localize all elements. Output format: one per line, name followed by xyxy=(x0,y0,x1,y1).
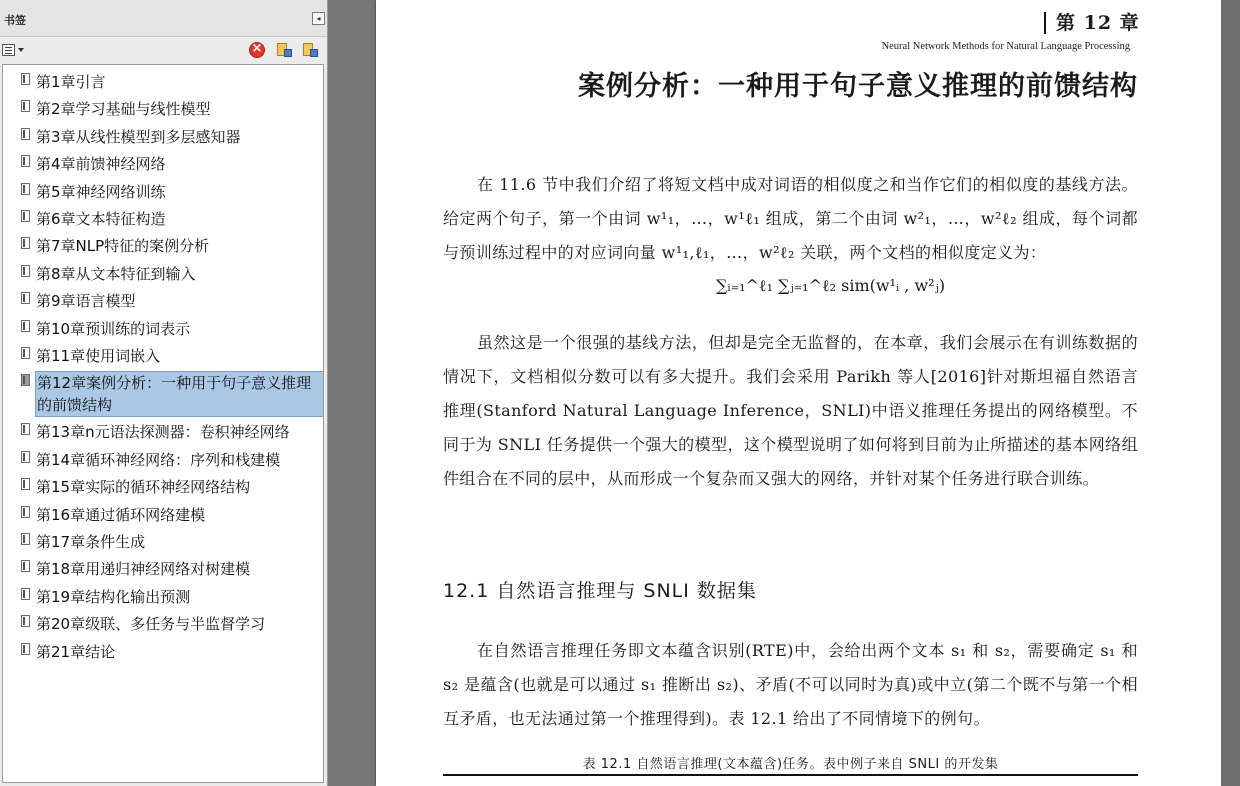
bookmark-label: 第16章通过循环网络建模 xyxy=(36,505,206,524)
bookmark-icon xyxy=(21,320,30,332)
bookmark-label: 第20章级联、多任务与半监督学习 xyxy=(36,615,266,634)
bookmark-label: 第15章实际的循环神经网络结构 xyxy=(36,478,251,497)
expand-bookmark-icon[interactable] xyxy=(301,42,317,58)
table-caption: 表 12.1 自然语言推理(文本蕴含)任务。表中例子来自 SNLI 的开发集 xyxy=(582,757,999,772)
bookmark-icon xyxy=(21,588,30,600)
bookmark-icon xyxy=(21,155,30,167)
bookmark-label: 第9章语言模型 xyxy=(36,292,136,311)
bookmark-label: 第4章前馈神经网络 xyxy=(36,155,166,174)
paragraph: 在自然语言推理任务即文本蕴含识别(RTE)中，会给出两个文本 s₁ 和 s₂，需要确定 s₁ 和 s₂ 是蕴含(也就是可以通过 s₁ 推断出 s₂)、矛盾(不可以同时为真)或中立(第二个既不与第一个相互矛盾，也无法通过第一个推理得到)。表 12.1 给出了不同情境下的例句。 xyxy=(443,641,1138,728)
bookmark-list[interactable] xyxy=(2,64,324,783)
panel-title: 书签 xyxy=(4,14,26,27)
bookmark-label: 第1章引言 xyxy=(36,73,106,91)
bookmark-label: 第6章文本特征构造 xyxy=(36,210,166,228)
similarity-formula: ∑ᵢ₌₁^ℓ₁ ∑ⱼ₌₁^ℓ₂ sim(w¹ᵢ , w²ⱼ) xyxy=(716,276,946,295)
bookmark-label: 第18章用递归神经网络对树建模 xyxy=(36,560,251,579)
bookmark-icon xyxy=(21,265,30,277)
bookmarks-panel xyxy=(0,0,328,786)
bookmark-icon xyxy=(21,73,30,85)
bookmark-icon xyxy=(21,451,30,463)
bookmark-label: 第19章结构化输出预测 xyxy=(36,587,191,606)
bookmark-label: 第11章使用词嵌入 xyxy=(36,347,161,365)
paragraph: 在 11.6 节中我们介绍了将短文档中成对词语的相似度之和当作它们的相似度的基线方法。给定两个句子，第一个由词 w¹₁，…，w¹ℓ₁ 组成，第二个由词 w²₁，…，w²ℓ₂ 组成，每个词都与预训练过程中的对应词向量 w¹₁,ℓ₁，…，w²ℓ₂ 关联，两个文档的相似度定义为： xyxy=(443,175,1138,262)
bookmark-label: 第12章案例分析：一种用于句子意义推理的前馈结构 xyxy=(35,371,324,417)
bookmark-label: 第13章n元语法探测器：卷积神经网络 xyxy=(36,423,290,442)
bookmark-label: 第7章NLP特征的案例分析 xyxy=(36,237,210,256)
chapter-title: 案例分析：一种用于句子意义推理的前馈结构 xyxy=(578,71,1138,102)
bookmark-icon xyxy=(21,210,30,222)
delete-bookmark-icon[interactable] xyxy=(249,42,265,58)
bookmark-icon xyxy=(21,506,30,518)
bookmark-icon xyxy=(21,128,30,140)
new-bookmark-icon[interactable] xyxy=(275,42,291,58)
document-view[interactable] xyxy=(328,0,1240,786)
table-rule xyxy=(443,774,1138,776)
bookmark-icon xyxy=(21,615,30,627)
section-heading: 12.1 自然语言推理与 SNLI 数据集 xyxy=(443,580,757,602)
bookmark-icon xyxy=(21,347,30,359)
scrollbar[interactable] xyxy=(1221,0,1240,786)
bookmark-icon xyxy=(21,533,30,545)
bookmark-label: 第10章预训练的词表示 xyxy=(36,319,191,338)
bookmarks-toolbar xyxy=(0,37,327,65)
bookmark-icon xyxy=(21,478,30,490)
bookmark-icon xyxy=(21,374,30,386)
paragraph: 虽然这是一个很强的基线方法，但却是完全无监督的，在本章，我们会展示在有训练数据的情况下，文档相似分数可以有多大提升。我们会采用 Parikh 等人[2016]针对斯坦福自然语言推理(Stanford Natural Language Inference，SNLI)中语义推理任务提出的网络模型。不同于为 SNLI 任务提供一个强大的模型，这个模型说明了如何将到目前为止所描述的基本网络组件组合在不同的层中，从而形成一个复杂而又强大的网络，并针对某个任务进行联合训练。 xyxy=(443,333,1138,488)
bookmark-label: 第5章神经网络训练 xyxy=(36,182,166,201)
chapter-label: 第 12 章 xyxy=(1044,12,1140,34)
bookmark-label: 第8章从文本特征到输入 xyxy=(36,264,196,283)
options-menu-icon[interactable] xyxy=(2,44,26,58)
pdf-page xyxy=(376,0,1221,786)
bookmark-label: 第17章条件生成 xyxy=(36,533,146,551)
bookmark-label: 第21章结论 xyxy=(36,642,116,661)
bookmark-icon xyxy=(21,100,30,112)
bookmark-icon xyxy=(21,237,30,249)
bookmark-icon xyxy=(21,183,30,195)
bookmark-icon xyxy=(21,423,30,435)
bookmark-icon xyxy=(21,560,30,572)
running-head: Neural Network Methods for Natural Language Processing xyxy=(881,41,1130,52)
bookmark-label: 第3章从线性模型到多层感知器 xyxy=(36,127,241,146)
bookmark-label: 第2章学习基础与线性模型 xyxy=(36,100,211,119)
bookmark-icon xyxy=(21,643,30,655)
bookmark-icon xyxy=(21,292,30,304)
collapse-panel-button[interactable]: ◂ xyxy=(312,12,325,25)
panel-header xyxy=(0,0,327,37)
bookmark-label: 第14章循环神经网络：序列和栈建模 xyxy=(36,450,281,469)
